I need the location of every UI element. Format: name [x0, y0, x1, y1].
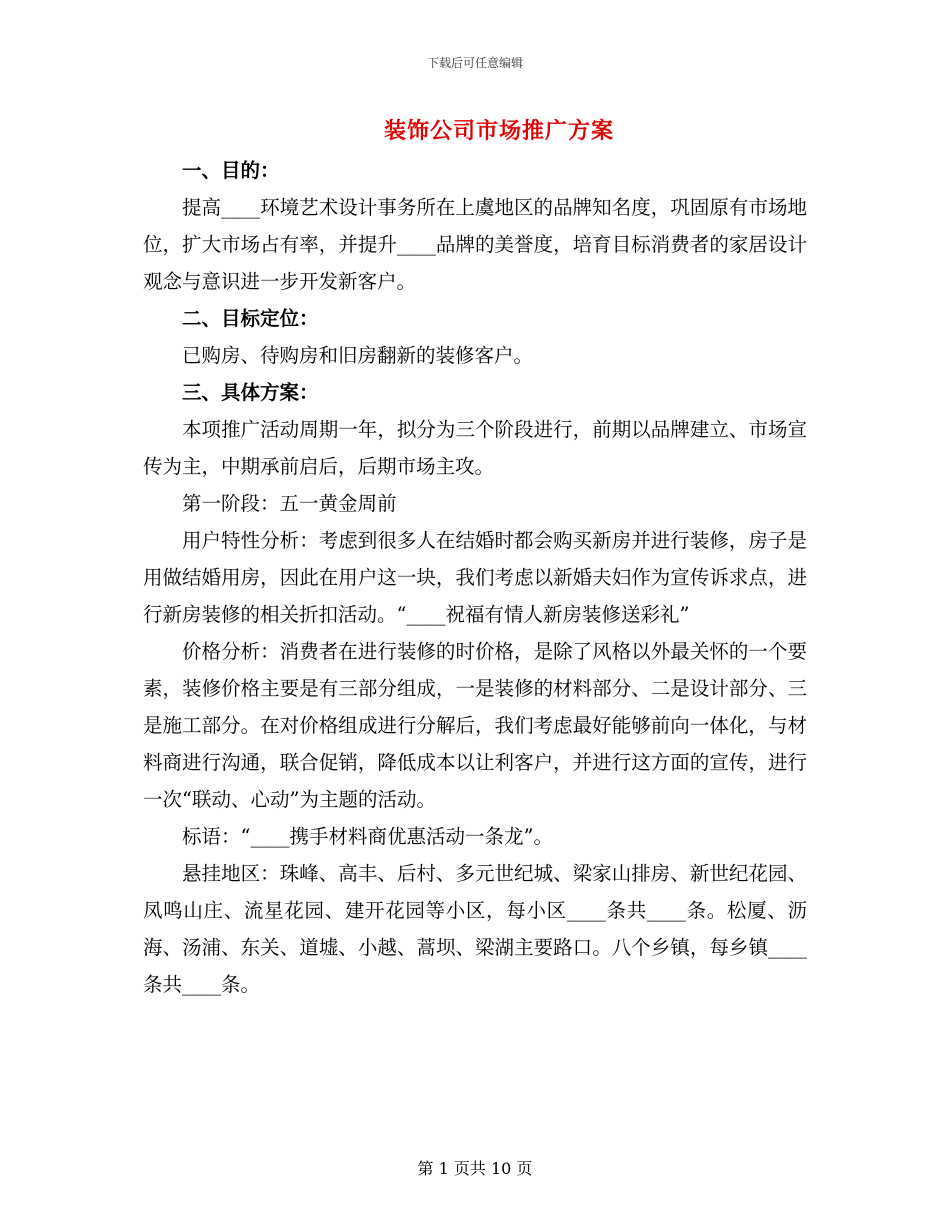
paragraph-phase-one: 第一阶段：五一黄金周前 [182, 492, 397, 515]
page-header-note: 下载后可任意编辑 [426, 56, 523, 70]
paragraph-target: 已购房、待购房和旧房翻新的装修客户。 [182, 344, 534, 367]
section-heading-purpose: 一、目的： [182, 159, 280, 182]
section-heading-plan: 三、具体方案： [182, 381, 319, 404]
paragraph-slogan: 标语：“____携手材料商优惠活动一条龙”。 [182, 825, 553, 848]
document-title: 装饰公司市场推广方案 [383, 118, 614, 144]
paragraph-user-analysis: 用户特性分析：考虑到很多人在结婚时都会购买新房并进行装修，房子是用做结婚用房，因此在用户这一块，我们考虑以新婚夫妇作为宣传诉求点，进行新房装修的相关折扣活动。“____祝福有情人新房装修送彩礼” [143, 529, 807, 626]
paragraph-plan-overview: 本项推广活动周期一年，拟分为三个阶段进行，前期以品牌建立、市场宣传为主，中期承前启后，后期市场主攻。 [143, 418, 807, 478]
page-number-footer: 第 1 页共 10 页 [417, 1159, 533, 1178]
paragraph-purpose: 提高____环境艺术设计事务所在上虞地区的品牌知名度，巩固原有市场地位，扩大市场占有率，并提升____品牌的美誉度，培育目标消费者的家居设计观念与意识进一步开发新客户。 [143, 196, 807, 293]
paragraph-price-analysis: 价格分析：消费者在进行装修的时价格，是除了风格以外最关怀的一个要素，装修价格主要是有三部分组成，一是装修的材料部分、二是设计部分、三是施工部分。在对价格组成进行分解后，我们考虑最好能够前向一体化，与材料商进行沟通，联合促销，降低成本以让利客户，并进行这方面的宣传，进行一次“联动、心动”为主题的活动。 [143, 640, 807, 811]
document-body [143, 152, 807, 1003]
section-heading-target: 二、目标定位： [182, 307, 319, 330]
paragraph-hanging-areas: 悬挂地区：珠峰、高丰、后村、多元世纪城、梁家山排房、新世纪花园、凤鸣山庄、流星花园、建开花园等小区，每小区____条共____条。松厦、沥海、汤浦、东关、道墟、小越、蒿坝、梁湖主要路口。八个乡镇，每乡镇____条共____条。 [143, 862, 807, 996]
